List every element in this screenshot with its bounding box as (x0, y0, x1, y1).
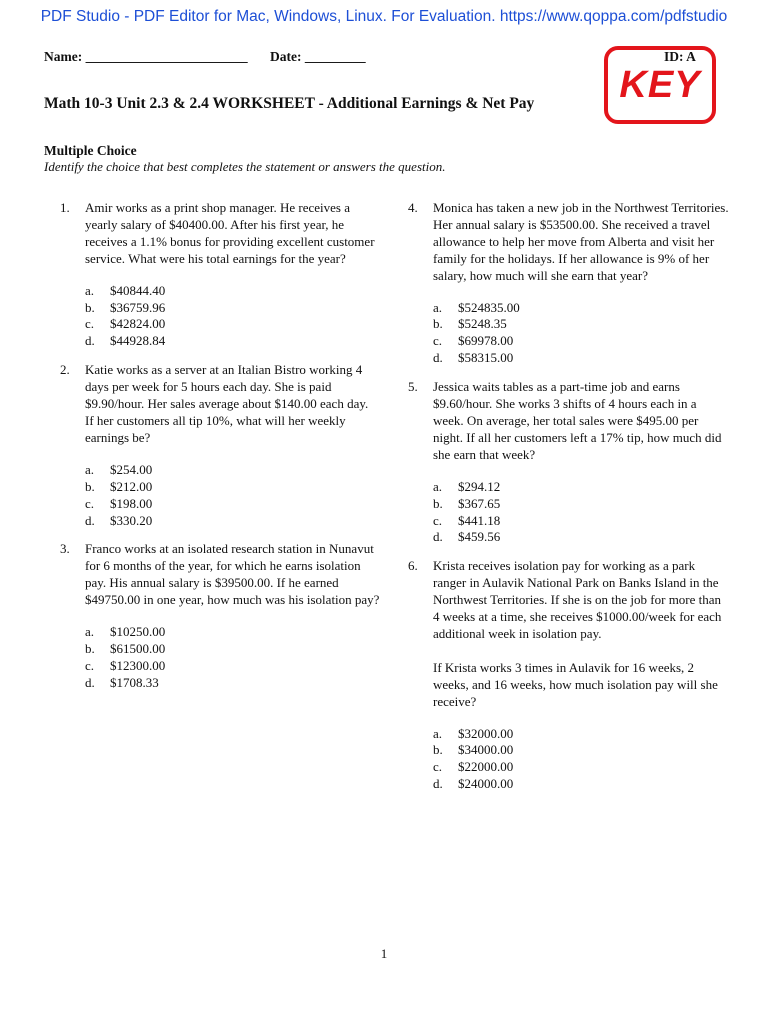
answer-option (85, 333, 380, 350)
worksheet-title: Math 10-3 Unit 2.3 & 2.4 WORKSHEET - Additional Earnings & Net Pay (44, 95, 535, 112)
option-value: $330.20 (110, 512, 153, 528)
question-5 (408, 379, 730, 546)
option-value: $1708.33 (110, 674, 159, 690)
option-letter: a. (85, 461, 95, 477)
answer-option (85, 462, 380, 479)
evaluation-banner: PDF Studio - PDF Editor for Mac, Windows, Linux. For Evaluation. https://www.qoppa.com/pdfstudio (40, 8, 728, 25)
option-value: $69978.00 (458, 333, 514, 349)
option-letter: c. (433, 333, 443, 349)
section-instructions: Identify the choice that best completes the statement or answers the question. (44, 159, 446, 174)
answer-option (433, 726, 730, 743)
option-value: $5248.35 (458, 316, 507, 332)
option-value: $32000.00 (458, 725, 514, 741)
option-value: $44928.84 (110, 333, 166, 349)
option-letter: d. (433, 776, 443, 792)
answer-option (85, 316, 380, 333)
option-value: $212.00 (110, 478, 153, 494)
option-value: $524835.00 (458, 299, 520, 315)
answer-options (85, 283, 380, 351)
answer-options (85, 624, 380, 692)
answer-option (85, 300, 380, 317)
option-value: $36759.96 (110, 299, 166, 315)
option-letter: b. (433, 742, 443, 758)
answer-options (433, 300, 730, 368)
answer-option (85, 496, 380, 513)
answer-option (433, 350, 730, 367)
answer-option (85, 641, 380, 658)
option-value: $61500.00 (110, 640, 166, 656)
answer-option (85, 479, 380, 496)
option-letter: c. (433, 759, 443, 775)
option-value: $22000.00 (458, 759, 514, 775)
option-value: $24000.00 (458, 776, 514, 792)
question-number: 3. (60, 541, 70, 557)
answer-options (433, 726, 730, 794)
option-letter: c. (85, 657, 95, 673)
question-text: Jessica waits tables as a part-time job and earns $9.60/hour. She works 3 shifts of 4 hours each in a week. On average, her total sales were $495.00 per night. If all her customers left a 17% tip, how much did she earn that week? (433, 379, 722, 462)
left-question-column (60, 200, 380, 692)
key-stamp (604, 46, 716, 124)
answer-option (433, 496, 730, 513)
option-letter: b. (85, 478, 95, 494)
option-letter: c. (85, 316, 95, 332)
option-value: $58315.00 (458, 350, 514, 366)
answer-option (85, 624, 380, 641)
question-number: 6. (408, 558, 418, 574)
answer-option (85, 513, 380, 530)
option-letter: d. (433, 529, 443, 545)
option-letter: a. (433, 725, 443, 741)
option-letter: a. (433, 299, 443, 315)
question-1 (60, 200, 380, 350)
option-value: $254.00 (110, 461, 153, 477)
answer-option (433, 776, 730, 793)
question-6 (408, 558, 730, 793)
answer-option (85, 658, 380, 675)
page-number: 1 (380, 946, 388, 961)
option-letter: c. (433, 512, 443, 528)
answer-option (433, 742, 730, 759)
answer-option (85, 675, 380, 692)
answer-options (85, 462, 380, 530)
option-value: $441.18 (458, 512, 501, 528)
option-value: $294.12 (458, 478, 501, 494)
question-number: 4. (408, 200, 418, 215)
option-letter: c. (85, 495, 95, 511)
answer-option (433, 479, 730, 496)
name-field-label: Name: ________________________ (44, 49, 248, 64)
option-letter: b. (85, 640, 95, 656)
option-value: $34000.00 (458, 742, 514, 758)
option-letter: d. (433, 350, 443, 366)
option-value: $459.56 (458, 529, 501, 545)
option-letter: a. (433, 478, 443, 494)
option-letter: d. (85, 512, 95, 528)
answer-option (433, 529, 730, 546)
option-value: $198.00 (110, 495, 153, 511)
option-letter: d. (85, 333, 95, 349)
question-text: Krista receives isolation pay for working as a park ranger in Aulavik National Park on Banks Island in the Northwest Territories. If she is on the job for more than 4 weeks at a time, she receives $1000.00/week for each additional week in isolation pay. (433, 558, 722, 641)
id-label: ID: A (664, 49, 696, 64)
question-2 (60, 362, 380, 529)
answer-option (433, 316, 730, 333)
answer-option (433, 333, 730, 350)
option-value: $42824.00 (110, 316, 166, 332)
answer-option (433, 513, 730, 530)
question-text: Amir works as a print shop manager. He receives a yearly salary of $40400.00. After his first year, he receives a 1.1% bonus for providing excellent customer service. What were his total earnings for the year? (85, 200, 375, 266)
question-number: 2. (60, 362, 70, 378)
option-letter: a. (85, 624, 95, 640)
option-value: $10250.00 (110, 624, 166, 640)
question-subtext: If Krista works 3 times in Aulavik for 16 weeks, 2 weeks, and 16 weeks, how much isolation pay will she receive? (433, 659, 718, 709)
option-value: $12300.00 (110, 657, 166, 673)
question-text: Franco works at an isolated research station in Nunavut for 6 months of the year, for which he earns isolation pay. His annual salary is $39500.00. If he earned $49750.00 in one year, how much was his isolation pay? (85, 541, 380, 608)
answer-options (433, 479, 730, 547)
question-3 (60, 541, 380, 691)
question-text: Katie works as a server at an Italian Bistro working 4 days per week for 5 hours each day. She is paid $9.90/hour. Her sales average about $140.00 each day. If her customers all tip 10%, what will her weekly earnings be? (85, 362, 369, 445)
option-letter: b. (433, 316, 443, 332)
option-letter: b. (85, 299, 95, 315)
question-number: 5. (408, 379, 418, 395)
date-field-label: Date: _________ (270, 49, 366, 64)
question-number: 1. (60, 200, 70, 215)
option-value: $367.65 (458, 495, 501, 511)
option-value: $40844.40 (110, 282, 166, 298)
key-stamp-text: KEY (619, 63, 701, 106)
answer-option (433, 300, 730, 317)
question-4 (408, 200, 730, 367)
option-letter: a. (85, 282, 95, 298)
question-text: Monica has taken a new job in the Northwest Territories. Her annual salary is $53500.00. She received a travel allowance to help her move from Alberta and visit her family for the holidays. If her allowance is 9% of her salary, how much will she earn that year? (433, 200, 729, 283)
answer-option (433, 759, 730, 776)
option-letter: b. (433, 495, 443, 511)
answer-option (85, 283, 380, 300)
option-letter: d. (85, 674, 95, 690)
section-heading: Multiple Choice (44, 143, 137, 158)
right-question-column (408, 200, 730, 793)
